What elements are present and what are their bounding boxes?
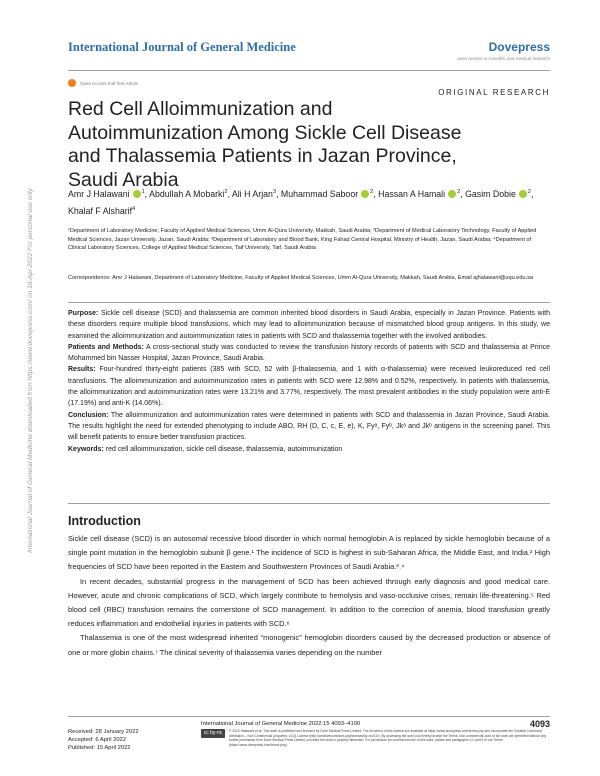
published-date: Published: 15 April 2022: [68, 744, 131, 751]
affiliation-superscript: 2: [370, 189, 374, 196]
author-name: Khalaf F Alsharif: [68, 206, 133, 216]
affiliation-superscript: 2: [224, 189, 228, 196]
journal-name: International Journal of General Medicine: [68, 40, 296, 54]
orcid-icon[interactable]: [361, 190, 369, 198]
author[interactable]: [281, 189, 373, 199]
abstract-purpose: [68, 308, 550, 342]
article-title: Red Cell Alloimmunization and Autoimmunization Among Sickle Cell Disease and Thalassemia Patients in Jazan Province, Saudi Arabia: [68, 98, 462, 191]
abstract-text: red cell alloimmunization, sickle cell disease, thalassemia, autoimmunization: [105, 445, 343, 453]
abstract-label: Patients and Methods:: [68, 343, 144, 351]
affiliation-superscript: 1: [141, 189, 145, 196]
abstract-text: Four-hundred thirty-eight patients (385 with SCD, 52 with β-thalassemia, and 1 with α-thalassemia) were received leukoreduced red cell transfusions. The alloimmunization and autoimmunization rates in patients with SCD were 12.98% and 0.52%, respectively. In patients with thalassemia, the alloimmunization and autoimmunization rates were 13.21% and 3.77%, respectively. The most prevalent antibodies in the study population were anti-E (17.19%) and anti-K (14.06%).: [68, 366, 550, 408]
header-divider: [68, 70, 550, 71]
orcid-icon[interactable]: [519, 190, 527, 198]
abstract-methods: [68, 342, 550, 365]
orcid-icon[interactable]: [133, 190, 141, 198]
abstract-text: A cross-sectional study was conducted to review the transfusion history records of patients with SCD and thalassemia at Prince Mohammed bin Nasser Hospital, Jazan Province, Saudi Arabia.: [68, 343, 550, 363]
license-text: © 2022 Halawani et al. This work is published and licensed by Dove Medical Press Limited. The full terms of this license are available at https://www.dovepress.com/terms.php and incorporate the Creative Commons Attribution – Non Commercial (unported, v3.0) License (http://creativecommons.org/licenses/by-nc/3.0/). By accessing the work you hereby accept the Terms. Non-commercial uses of the work are permitted without any further permission from Dove Medical Press Limited, provided the work is properly attributed. For permission for commercial use of this work, please see paragraphs 4.2 and 5 of our Terms (https://www.dovepress.com/terms.php).: [229, 729, 547, 748]
abstract-conclusion: [68, 410, 550, 444]
author[interactable]: [232, 189, 276, 199]
page-number: 4093: [529, 719, 550, 729]
author[interactable]: [149, 189, 227, 199]
author[interactable]: [465, 189, 531, 199]
introduction-body: [68, 532, 550, 660]
author[interactable]: [378, 189, 460, 199]
abstract-keywords: [68, 444, 550, 455]
body-paragraph: Sickle cell disease (SCD) is an autosomal recessive blood disorder in which normal hemoglobin A is replaced by sickle hemoglobin because of a single point mutation in the hemoglobin subunit β gene.¹ The incidence of SCD is highest in sub-Saharan Africa, the Middle East, and India.² High frequencies of SCD have been reported in the Eastern and Southwestern Provinces of Saudi Arabia.³˒⁴: [68, 534, 550, 572]
body-paragraph: In recent decades, substantial progress in the management of SCD has been achieved through early diagnosis and good medical care. However, acute and chronic complications of SCD, which largely contribute to hemolysis and vaso-occlusive crises, remain life-threatening.⁵ Red blood cell (RBC) transfusion remains the cornerstone of SCD management. In addition to the correction of anemia, blood transfusion greatly reduces inflammation and endothelial injuries in patients with SCD.⁶: [68, 576, 550, 629]
abstract-text: The alloimmunization and autoimmunization rates were determined in patients with SCD and thalassemia in Jazan Province, Saudi Arabia. The results highlight the need for extended phenotyping to include ABO, RH (D, C, c, E, e), K, Fyᵃ, Fyᵇ, Jkᵃ and Jkᵇ antigens in the screening panel. This will benefit patients to ensure better transfusion practices.: [68, 411, 551, 442]
accepted-date: Accepted: 6 April 2022: [68, 736, 127, 743]
article-type: ORIGINAL RESEARCH: [438, 88, 550, 97]
publisher-logo[interactable]: Dovepress: [488, 40, 550, 54]
abstract-label: Conclusion:: [68, 411, 109, 419]
open-access-label: Open Access Full Text Article: [80, 80, 138, 86]
affiliations: ¹Department of Laboratory Medicine, Faculty of Applied Medical Sciences, Umm Al-Qura University, Makkah, Saudi Arabia; ²Department of Medical Laboratory Technology, Faculty of Applied Medical Sciences, Jazan University, Jazan, Saudi Arabia; ³Department of Laboratory and Blood Bank, King Fahad Central Hospital, Ministry of Health, Jazan, Saudi Arabia; ⁴Department of Clinical Laboratory Sciences, College of Applied Medical Sciences, Taif University, Taif, Saudi Arabia: [68, 228, 537, 252]
author-name: Muhammad Saboor: [280, 189, 359, 199]
author[interactable]: [68, 189, 145, 199]
abstract: [68, 308, 550, 455]
author-name: Abdullah A Mobarki: [149, 189, 225, 199]
affiliation-superscript: 3: [272, 189, 276, 196]
abstract-label: Results:: [68, 366, 96, 374]
body-paragraph: Thalassemia is one of the most widespread inherited “monogenic” hemoglobin disorders caused by the decreased production or absence of one or more globin chains.⁷ The clinical severity of thalassemia varies depending on the number: [68, 633, 550, 657]
author[interactable]: [68, 206, 135, 216]
cc-license-icon[interactable]: cc by-nc: [201, 729, 225, 738]
correspondence: Correspondence: Amr J Halawani, Department of Laboratory Medicine, Faculty of Applied Medical Sciences, Umm Al-Qura University, Makkah, Saudi Arabia, Email ajhalawani@uqu.edu.sa: [68, 275, 534, 281]
affiliation-superscript: 4: [132, 206, 136, 213]
abstract-text: Sickle cell disease (SCD) and thalassemia are common inherited blood disorders in Saudi Arabia, especially in Jazan Province. Patients with these disorders require multiple blood transfusions, which may lead to alloimmunization because of mismatched blood group antigens. In this study, we examined the alloimmunization and autoimmunization rates in patients with SCD and thalassemia together with the involved antibodies.: [68, 310, 550, 340]
section-heading-introduction: Introduction: [68, 514, 141, 528]
download-watermark: International Journal of General Medicine downloaded from https://www.dovepress.com/ on 16-Apr-2022 For personal use only.: [27, 187, 34, 553]
author-name: Amr J Halawani: [68, 189, 130, 199]
abstract-label: Purpose:: [68, 310, 99, 317]
abstract-label: Keywords:: [68, 445, 104, 453]
journal-citation: International Journal of General Medicine 2022:15 4093–4100: [201, 721, 361, 727]
article-dates: [68, 729, 139, 752]
abstract-divider-bottom: [68, 503, 550, 504]
received-date: Received: 28 January 2022: [68, 729, 139, 735]
open-access-badge: [68, 79, 138, 87]
open-access-icon: [68, 79, 76, 87]
author-name: Gasim Dobie: [465, 189, 516, 199]
abstract-results: [68, 364, 550, 409]
abstract-divider-top: [68, 302, 550, 303]
author-name: Ali H Arjan: [231, 189, 273, 199]
orcid-icon[interactable]: [448, 190, 456, 198]
author-list: Amr J Halawani $^1$, Abdullah A Mobarki$^2$, Ali H Arjan$^3$, Muhammad Saboor $^2$, Hassan A Hamali $^2$, Gasim Dobie $^2$, Khalaf F Alsharif$^4$: [68, 189, 534, 216]
footer-divider: [68, 716, 550, 717]
affiliation-superscript: 2: [527, 189, 531, 196]
author-name: Hassan A Hamali: [378, 189, 446, 199]
affiliation-superscript: 2: [457, 189, 461, 196]
publisher-tagline: open access to scientific and medical research: [456, 56, 550, 61]
